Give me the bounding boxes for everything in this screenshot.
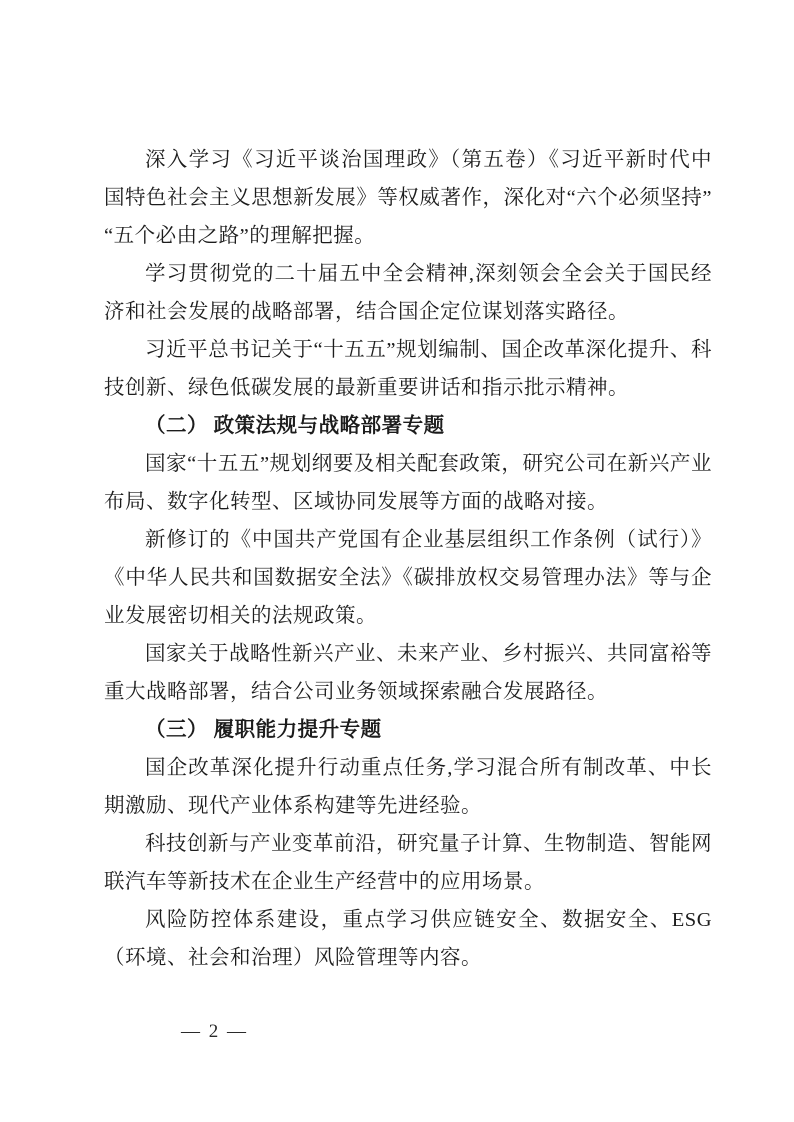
paragraph: 风险防控体系建设，重点学习供应链安全、数据安全、ESG（环境、社会和治理）风险管理等内容。 <box>104 909 712 969</box>
paragraph: 国企改革深化提升行动重点任务,学习混合所有制改革、中长期激励、现代产业体系构建等先进经验。 <box>104 757 712 817</box>
paragraph: 国家“十五五”规划纲要及相关配套政策，研究公司在新兴产业布局、数字化转型、区域协同发展等方面的战略对接。 <box>104 453 712 513</box>
paragraph: 深入学习《习近平谈治国理政》（第五卷）《习近平新时代中国特色社会主义思想新发展》等权威著作，深化对“六个必须坚持”“五个必由之路”的理解把握。 <box>104 149 712 247</box>
section-heading: （三） 履职能力提升专题 <box>145 719 382 741</box>
paragraph: 新修订的《中国共产党国有企业基层组织工作条例（试行）》《中华人民共和国数据安全法》《碳排放权交易管理办法》等与企业发展密切相关的法规政策。 <box>104 529 712 627</box>
paragraph: 国家关于战略性新兴产业、未来产业、乡村振兴、共同富裕等重大战略部署，结合公司业务领域探索融合发展路径。 <box>104 643 712 703</box>
document-body <box>104 141 712 977</box>
section-heading: （二） 政策法规与战略部署专题 <box>145 415 445 437</box>
page-number: — 2 — <box>181 1021 248 1042</box>
paragraph: 学习贯彻党的二十届五中全会精神,深刻领会全会关于国民经济和社会发展的战略部署，结合国企定位谋划落实路径。 <box>104 263 712 323</box>
paragraph: 科技创新与产业变革前沿，研究量子计算、生物制造、智能网联汽车等新技术在企业生产经营中的应用场景。 <box>104 833 712 893</box>
paragraph: 习近平总书记关于“十五五”规划编制、国企改革深化提升、科技创新、绿色低碳发展的最新重要讲话和指示批示精神。 <box>104 339 712 399</box>
